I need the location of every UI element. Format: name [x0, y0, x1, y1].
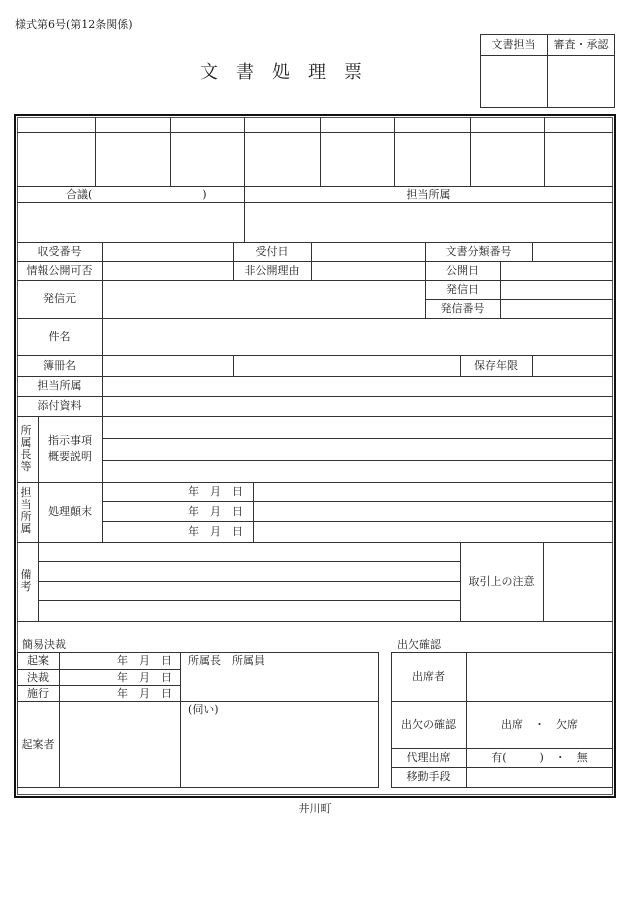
- tantou-shozoku-header: 担当所属: [406, 188, 451, 201]
- attachments-label: 添付資料: [37, 399, 82, 412]
- remarks-field[interactable]: [39, 543, 460, 621]
- disclosure-date-field[interactable]: [501, 262, 613, 280]
- sender-field[interactable]: [103, 281, 425, 318]
- ledger-name-field[interactable]: [234, 356, 460, 376]
- chief-staff-label: 所属長 所属員: [188, 654, 265, 667]
- proxy-label: 代理出席: [406, 751, 451, 764]
- subject-label: 件名: [48, 330, 71, 343]
- department-field[interactable]: [103, 377, 613, 396]
- inquiry-label: (伺い): [188, 703, 219, 716]
- transport-label: 移動手段: [406, 770, 451, 783]
- classification-label: 文書分類番号: [445, 245, 512, 258]
- form-number: 様式第6号(第12条関係): [15, 18, 133, 31]
- staff-seal-field[interactable]: [481, 56, 547, 107]
- attendee-label: 出席者: [412, 670, 445, 683]
- process-date-2: 年 月 日: [188, 505, 243, 518]
- ledger-label: 簿冊名: [43, 359, 76, 372]
- chief-vertical-label: 所属長等: [20, 424, 32, 473]
- attendee-field[interactable]: [467, 653, 613, 701]
- enforce-date: 年 月 日: [117, 687, 172, 700]
- department-label: 担当所属: [37, 379, 82, 392]
- send-date-label: 発信日: [446, 283, 479, 296]
- instructions-label: 指示事項: [48, 434, 92, 447]
- staff-label: 文書担当: [491, 38, 536, 51]
- tantou-shozoku-field[interactable]: [245, 203, 613, 242]
- retention-label: 保存年限: [474, 359, 518, 372]
- send-number-label: 発信番号: [440, 302, 485, 315]
- process-field-2[interactable]: [254, 502, 613, 521]
- draft-date: 年 月 日: [117, 654, 172, 667]
- drafter-field[interactable]: [60, 702, 180, 787]
- nondisclosure-reason-field[interactable]: [312, 262, 425, 280]
- draft-label: 起案: [27, 654, 49, 667]
- enforce-label: 施行: [27, 687, 49, 700]
- disclosure-field[interactable]: [103, 262, 233, 280]
- remarks-vertical-label: 備考: [20, 568, 32, 593]
- drafter-label: 起案者: [21, 738, 55, 751]
- decision-label: 決裁: [27, 671, 49, 684]
- caution-field[interactable]: [544, 543, 613, 621]
- review-seal-field[interactable]: [548, 56, 614, 107]
- disclosure-label: 情報公開可否: [26, 264, 93, 277]
- subject-field[interactable]: [103, 319, 613, 355]
- simple-decision-heading: 簡易決裁: [22, 638, 66, 651]
- stamp-grid[interactable]: [17, 117, 613, 186]
- process-date-1: 年 月 日: [188, 485, 243, 498]
- ledger-field[interactable]: [103, 356, 233, 376]
- handler-vertical-label: 担当所属: [20, 486, 32, 535]
- summary-label: 概要説明: [48, 450, 92, 463]
- send-date-field[interactable]: [501, 281, 613, 299]
- page-title: 文 書 処 理 票: [200, 62, 362, 83]
- proxy-options[interactable]: 有( ) ・ 無: [491, 751, 588, 764]
- send-number-field[interactable]: [501, 300, 613, 318]
- sender-label: 発信元: [43, 292, 76, 305]
- gougi-field[interactable]: [17, 203, 244, 242]
- inquiry-field[interactable]: [181, 717, 378, 787]
- process-label: 処理顛末: [48, 505, 92, 518]
- nondisclosure-reason-label: 非公開理由: [244, 264, 300, 277]
- process-field-3[interactable]: [254, 522, 613, 542]
- disclosure-date-label: 公開日: [446, 264, 479, 277]
- attendance-heading: 出欠確認: [397, 638, 441, 651]
- instructions-field-3[interactable]: [103, 461, 613, 482]
- receipt-number-field[interactable]: [103, 243, 233, 261]
- attendance-confirm-label: 出欠の確認: [401, 718, 456, 731]
- retention-field[interactable]: [533, 356, 613, 376]
- review-label: 審査・承認: [553, 38, 609, 51]
- footer-town: 井川町: [298, 802, 332, 815]
- receipt-date-label: 受付日: [255, 245, 289, 258]
- process-date-3: 年 月 日: [188, 525, 243, 538]
- receipt-date-field[interactable]: [312, 243, 425, 261]
- decision-date: 年 月 日: [117, 671, 172, 684]
- process-field-1[interactable]: [254, 483, 613, 501]
- classification-field[interactable]: [533, 243, 613, 261]
- instructions-field-2[interactable]: [103, 439, 613, 460]
- attendance-confirm-options[interactable]: 出席 ・ 欠席: [501, 718, 578, 731]
- receipt-number-label: 収受番号: [37, 245, 82, 258]
- gougi-label: 合議( ): [66, 188, 207, 201]
- caution-label: 取引上の注意: [468, 575, 535, 588]
- transport-field[interactable]: [467, 768, 613, 787]
- instructions-field-1[interactable]: [103, 417, 613, 438]
- attachments-field[interactable]: [103, 397, 613, 416]
